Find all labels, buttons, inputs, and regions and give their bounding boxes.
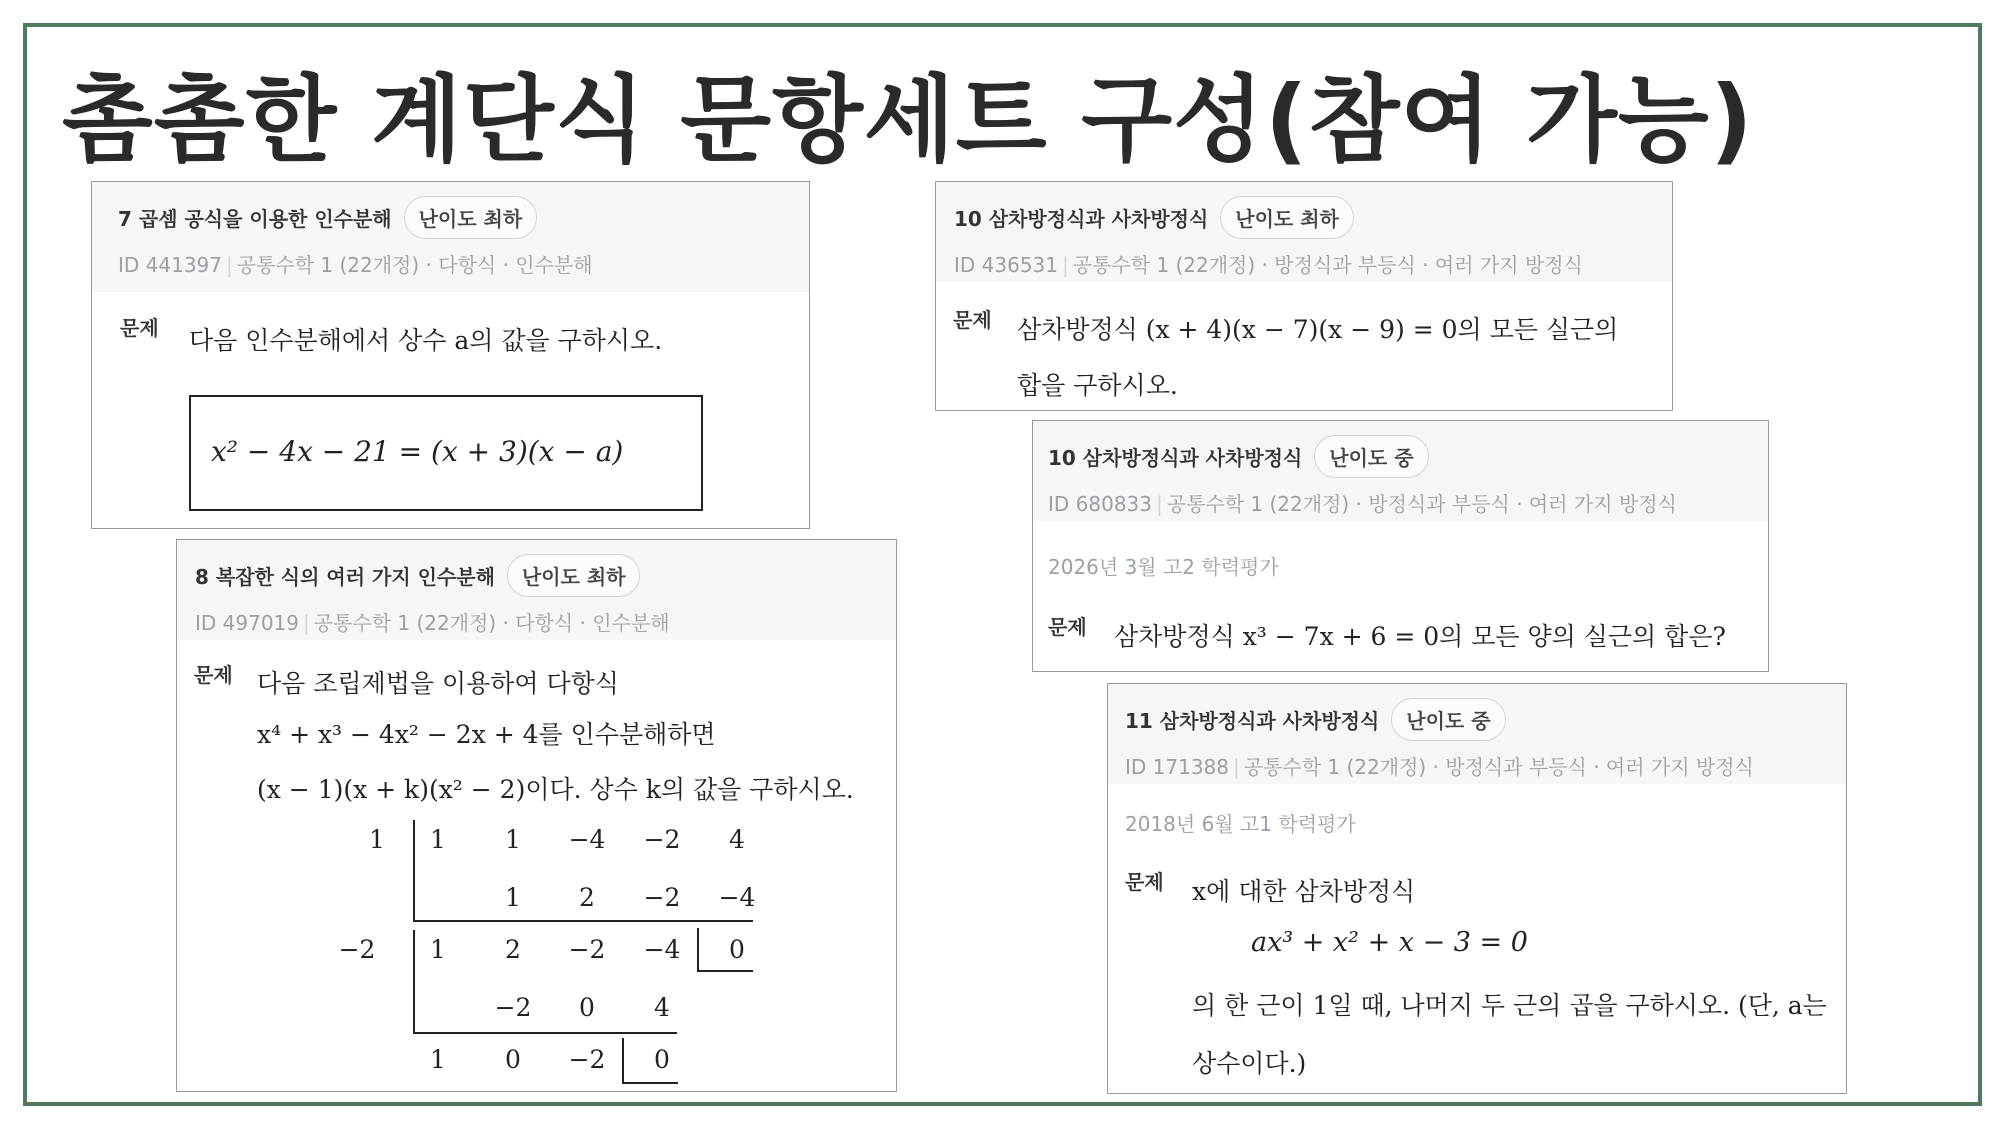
syn-cell: −2 xyxy=(568,935,606,964)
separator: | xyxy=(1233,755,1240,779)
problem-label: 문제 xyxy=(194,663,233,687)
problem-card-441397[interactable] xyxy=(91,181,810,529)
problem-label: 문제 xyxy=(953,308,992,332)
syn-cell: −2 xyxy=(643,883,681,912)
problem-text-3: (x − 1)(x + k)(x² − 2)이다. 상수 k의 값을 구하시오. xyxy=(257,775,854,804)
problem-text-4: 상수이다.) xyxy=(1192,1049,1307,1078)
divider-horizontal xyxy=(413,1032,677,1034)
formula-box xyxy=(189,395,703,511)
syn-cell: 1 xyxy=(505,883,521,912)
problem-heading: 11 삼차방정식과 사차방정식 xyxy=(1125,709,1380,733)
problem-heading: 7 곱셈 공식을 이용한 인수분해 xyxy=(118,207,392,231)
syn-cell: 1 xyxy=(430,825,446,854)
separator: | xyxy=(1062,253,1069,277)
problem-label: 문제 xyxy=(120,316,159,340)
syn-cell: 1 xyxy=(430,935,446,964)
problem-id: ID 171388 xyxy=(1125,755,1230,779)
problem-id: ID 441397 xyxy=(118,253,223,277)
card-header xyxy=(936,182,1672,282)
difficulty-badge: 난이도 중 xyxy=(1391,698,1505,741)
problem-source: 2026년 3월 고2 학력평가 xyxy=(1048,555,1279,579)
problem-meta: 공통수학 1 (22개정) · 다항식 · 인수분해 xyxy=(313,611,670,635)
separator: | xyxy=(303,611,310,635)
problem-heading: 10 삼차방정식과 사차방정식 xyxy=(1048,446,1303,470)
syn-cell: −2 xyxy=(338,935,376,964)
syn-cell: 1 xyxy=(430,1045,446,1074)
syn-cell: 4 xyxy=(729,825,745,854)
difficulty-badge: 난이도 중 xyxy=(1314,435,1428,478)
problem-meta: 공통수학 1 (22개정) · 방정식과 부등식 · 여러 가지 방정식 xyxy=(1243,755,1754,779)
problem-heading: 8 복잡한 식의 여러 가지 인수분해 xyxy=(195,565,495,589)
problem-label: 문제 xyxy=(1125,870,1164,894)
problem-card-171388[interactable] xyxy=(1107,683,1847,1094)
syn-cell: −4 xyxy=(568,825,606,854)
problem-card-436531[interactable] xyxy=(935,181,1673,411)
problem-card-497019[interactable] xyxy=(176,539,897,1092)
problem-card-680833[interactable] xyxy=(1032,420,1769,672)
syn-cell: 2 xyxy=(579,883,595,912)
problem-label: 문제 xyxy=(1048,615,1087,639)
remainder-box-left xyxy=(697,928,699,972)
problem-text-1: 삼차방정식 (x + 4)(x − 7)(x − 9) = 0의 모든 실근의 xyxy=(1017,315,1619,344)
syn-cell: 4 xyxy=(654,993,670,1022)
problem-text-2: x⁴ + x³ − 4x² − 2x + 4를 인수분해하면 xyxy=(257,720,716,749)
syn-cell: 0 xyxy=(654,1045,670,1074)
syn-cell: 0 xyxy=(729,935,745,964)
syn-cell: −4 xyxy=(643,935,681,964)
problem-id: ID 680833 xyxy=(1048,492,1153,516)
difficulty-badge: 난이도 최하 xyxy=(404,196,538,239)
problem-meta: 공통수학 1 (22개정) · 방정식과 부등식 · 여러 가지 방정식 xyxy=(1166,492,1677,516)
remainder-box-bottom xyxy=(622,1082,678,1084)
problem-meta: 공통수학 1 (22개정) · 다항식 · 인수분해 xyxy=(236,253,593,277)
syn-cell: −2 xyxy=(568,1045,606,1074)
slide-title: 촘촘한 계단식 문항세트 구성(참여 가능) xyxy=(62,66,1754,175)
syn-cell: 0 xyxy=(579,993,595,1022)
problem-text-2: 합을 구하시오. xyxy=(1017,371,1178,400)
syn-cell: 0 xyxy=(505,1045,521,1074)
syn-cell: −2 xyxy=(643,825,681,854)
divider-vertical xyxy=(413,930,415,1032)
divider-horizontal xyxy=(413,920,753,922)
formula: x² − 4x − 21 = (x + 3)(x − a) xyxy=(211,435,624,468)
problem-text: 삼차방정식 x³ − 7x + 6 = 0의 모든 양의 실근의 합은? xyxy=(1114,622,1726,651)
problem-text-3: 의 한 근이 1일 때, 나머지 두 근의 곱을 구하시오. (단, a는 xyxy=(1192,991,1827,1020)
syn-cell: 1 xyxy=(369,825,385,854)
card-header xyxy=(1033,421,1768,521)
difficulty-badge: 난이도 최하 xyxy=(1220,196,1354,239)
remainder-box-left xyxy=(622,1038,624,1084)
separator: | xyxy=(226,253,233,277)
problem-id: ID 497019 xyxy=(195,611,300,635)
problem-text: 다음 인수분해에서 상수 a의 값을 구하시오. xyxy=(189,326,663,355)
syn-cell: 1 xyxy=(505,825,521,854)
problem-text-1: 다음 조립제법을 이용하여 다항식 xyxy=(257,669,619,698)
problem-source: 2018년 6월 고1 학력평가 xyxy=(1125,812,1356,836)
divider-vertical xyxy=(413,820,415,920)
problem-id: ID 436531 xyxy=(954,253,1059,277)
problem-meta: 공통수학 1 (22개정) · 방정식과 부등식 · 여러 가지 방정식 xyxy=(1072,253,1583,277)
problem-heading: 10 삼차방정식과 사차방정식 xyxy=(954,207,1209,231)
problem-equation: ax³ + x² + x − 3 = 0 xyxy=(1251,927,1528,958)
syn-cell: −4 xyxy=(718,883,756,912)
card-header xyxy=(1108,684,1846,784)
card-header xyxy=(177,540,896,640)
difficulty-badge: 난이도 최하 xyxy=(507,554,641,597)
separator: | xyxy=(1156,492,1163,516)
syn-cell: −2 xyxy=(494,993,532,1022)
card-header xyxy=(92,182,809,292)
remainder-box-bottom xyxy=(697,970,753,972)
syn-cell: 2 xyxy=(505,935,521,964)
problem-text-1: x에 대한 삼차방정식 xyxy=(1192,877,1416,906)
